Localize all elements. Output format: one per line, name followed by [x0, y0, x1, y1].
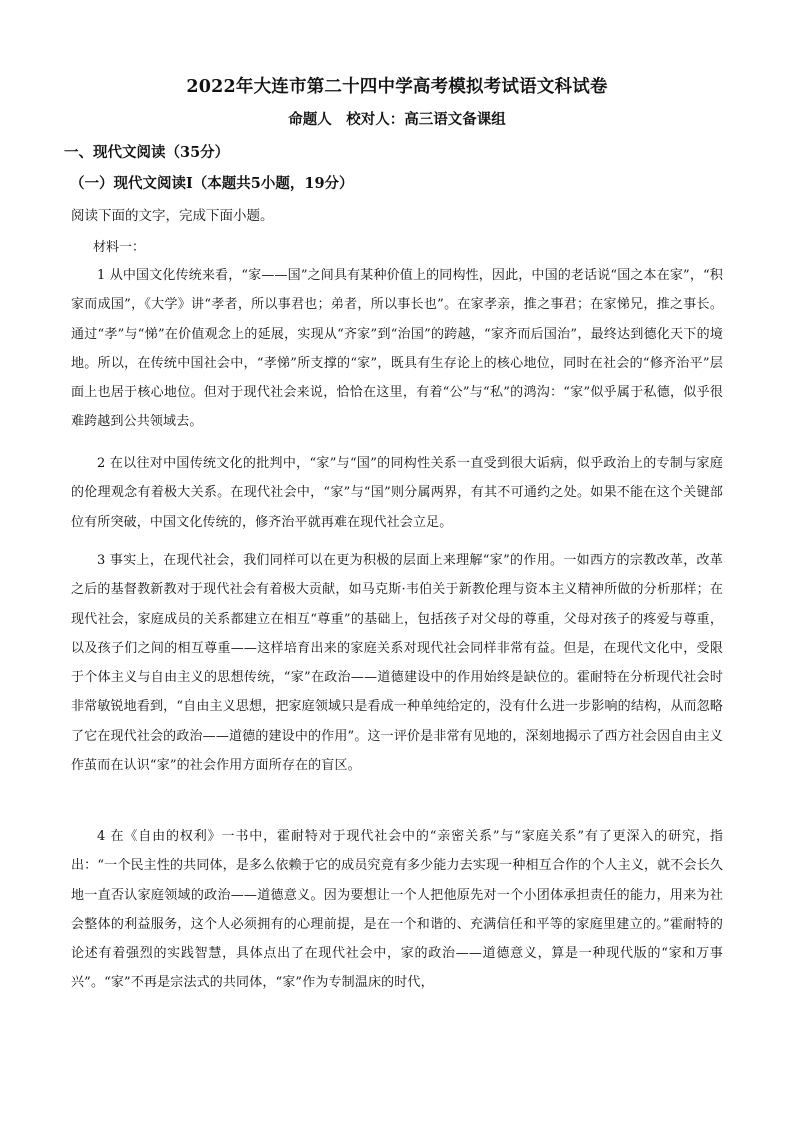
paragraph-4: 4 在《自由的权利》一书中，霍耐特对于现代社会中的“亲密关系”与“家庭关系”有了更深入的研究，指出：“一个民主性的共同体，是多么依赖于它的成员究竟有多少能力去实现一种相互合作的个人主义，就不会长久地一直否认家庭领域的政治——道德意义。因为要想让一个人把他原先对一个小团体承担责任的能力，用来为社会整体的利益服务，这个人必须拥有的心理前提，是在一个和谐的、充满信任和平等的家庭里建立的。”霍耐特的论述有着强烈的实践智慧，具体点出了在现代社会中，家的政治——道德意义，算是一种现代版的“家和万事兴”。“家”不再是宗法式的共同体，“家”作为专制温床的时代， [71, 829, 723, 991]
paragraph-3: 3 事实上，在现代社会，我们同样可以在更为积极的层面上来理解“家”的作用。一如西方的宗教改革，改革之后的基督教新教对于现代社会有着极大贡献，如马克斯·韦伯关于新教伦理与资本主义精神所做的分析那样；在现代社会，家庭成员的关系都建立在相互“尊重”的基础上，包括孩子对父母的尊重，父母对孩子的疼爱与尊重，以及孩子们之间的相互尊重——这样培育出来的家庭关系对现代社会同样非常有益。但是，在现代文化中，受限于个体主义与自由主义的思想传统，“家”在政治——道德建设中的作用始终是缺位的。霍耐特在分析现代社会时非常敏锐地看到，“自由主义思想，把家庭领域只是看成一种单纯给定的，没有什么进一步影响的结构，从而忽略了它在现代社会的政治——道德的建设中的作用”。这一评价是非常有见地的，深刻地揭示了西方社会因自由主义作茧而在认识“家”的社会作用方面所存在的盲区。 [71, 553, 723, 774]
section-heading: 一、现代文阅读（35分） [64, 144, 230, 161]
exam-title: 2022年大连市第二十四中学高考模拟考试语文科试卷 [186, 77, 608, 97]
exam-subtitle: 命题人 校对人：高三语文备课组 [288, 111, 506, 128]
subsection-heading: （一）现代文阅读Ⅰ（本题共5小题，19分） [70, 175, 354, 192]
paragraph-2: 2 在以往对中国传统文化的批判中，“家”与“国”的同构性关系一直受到很大诟病，似乎政治上的专制与家庭的伦理观念有着极大关系。在现代社会中，“家”与“国”则分属两界，有其不可通约之处。如果不能在这个关键部位有所突破，中国文化传统的，修齐治平就再难在现代社会立足。 [71, 456, 723, 530]
reading-instruction: 阅读下面的文字，完成下面小题。 [71, 208, 274, 224]
paragraph-1: 1 从中国文化传统来看，“家——国”之间具有某种价值上的同构性，因此，中国的老话说“国之本在家”，“积家而成国”，《大学》讲“孝者，所以事君也；弟者，所以事长也”。在家孝亲，推之事君；在家悌兄，推之事长。通过“孝”与“悌”在价值观念上的延展，实现从“齐家”到“治国”的跨越，“家齐而后国治”，最终达到德化天下的境地。所以，在传统中国社会中，“孝悌”所支撑的“家”，既具有生存论上的核心地位，同时在社会的“修齐治平”层面上也居于核心地位。但对于现代社会来说，恰恰在这里，有着“公”与“私”的鸿沟：“家”似乎属于私德，似乎很难跨越到公共领域去。 [71, 268, 723, 430]
material-label: 材料一： [93, 240, 146, 255]
